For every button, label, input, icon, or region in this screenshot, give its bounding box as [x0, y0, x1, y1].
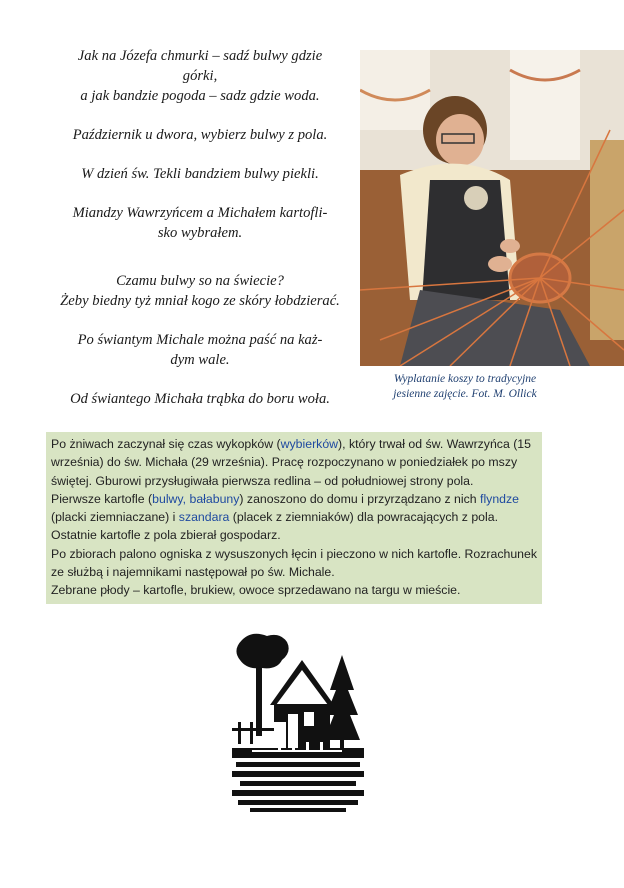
proverb-3 [44, 164, 356, 184]
info-paragraph-4: Zebrane płody – kartofle, brukiew, owoce sprzedawano na targu w mieście. [51, 583, 461, 598]
info-paragraph-2 [51, 490, 537, 545]
proverb-line: górki, [182, 68, 218, 84]
text: (placki ziemniaczane) i [51, 510, 179, 525]
house-woodcut-icon [232, 630, 364, 815]
text: (placek z ziemniaków) dla powracających z pola. Ostatnie kartofle z pola zbierał gospodarz. [51, 510, 498, 543]
proverb-line: Po świantym Michale można paść na każ- [77, 332, 323, 348]
proverb-line: dym wale. [170, 352, 230, 368]
harvest-info-box [46, 432, 542, 604]
proverb-6 [44, 330, 356, 370]
info-paragraph-1 [51, 435, 537, 490]
dialect-term: szandara [178, 510, 230, 525]
basket-weaving-photo [360, 50, 624, 366]
photo-caption [360, 372, 570, 402]
proverb-line: Czamu bulwy so na świecie? [116, 273, 284, 289]
proverb-line: Jak na Józefa chmurki – sadź bulwy gdzie [77, 48, 323, 64]
text: ) zanoszono do domu i przyrządzano z nich [239, 491, 481, 506]
text: Po żniwach zaczynał się czas wykopków ( [51, 437, 281, 451]
dialect-term: wybierków [280, 437, 339, 451]
proverb-line: Żeby biedny tyż mniał kogo ze skóry łobdzierać. [60, 293, 340, 309]
proverb-line: a jak bandzie pogoda – sadz gdzie woda. [80, 88, 320, 104]
proverb-line: sko wybrałem. [157, 225, 243, 241]
proverb-4 [44, 203, 356, 243]
info-paragraph-3: Po zbiorach palono ogniska z wysuszonych łęcin i pieczono w nich kartofle. Rozrachunek ze służbą i najemnikami następował po św. Michale. [51, 546, 537, 580]
house-woodcut-illustration [232, 630, 364, 815]
proverbs-block [44, 46, 356, 409]
text: Pierwsze kartofle ( [51, 491, 153, 506]
proverb-1 [44, 46, 356, 106]
proverb-5 [44, 271, 356, 311]
proverb-line: Październik u dwora, wybierz bulwy z pola. [72, 127, 328, 143]
caption-line-1: Wyplatanie koszy to tradycyjne [393, 373, 537, 385]
proverb-7 [44, 389, 356, 409]
proverb-2 [44, 125, 356, 145]
text: ), który trwał od św. Wawrzyńca (15 września) do św. Michała (29 września). Pracę rozpoczynano w poniedziałek po mszy świętej. Gburowi przysługiwała pierwsza redlina – od południowej strony pola. [51, 437, 531, 488]
proverb-line: Od świantego Michała trąbka do boru woła. [70, 391, 330, 407]
dialect-term: bulwy, bałabuny [152, 491, 240, 506]
photo-illustration [360, 50, 624, 366]
dialect-term: flyndze [480, 491, 519, 506]
proverb-line: Miandzy Wawrzyńcem a Michałem kartofli- [72, 205, 328, 221]
proverb-line: W dzień św. Tekli bandziem bulwy piekli. [81, 166, 319, 182]
caption-line-2: jesienne zajęcie. Fot. M. Ollick [393, 388, 537, 400]
